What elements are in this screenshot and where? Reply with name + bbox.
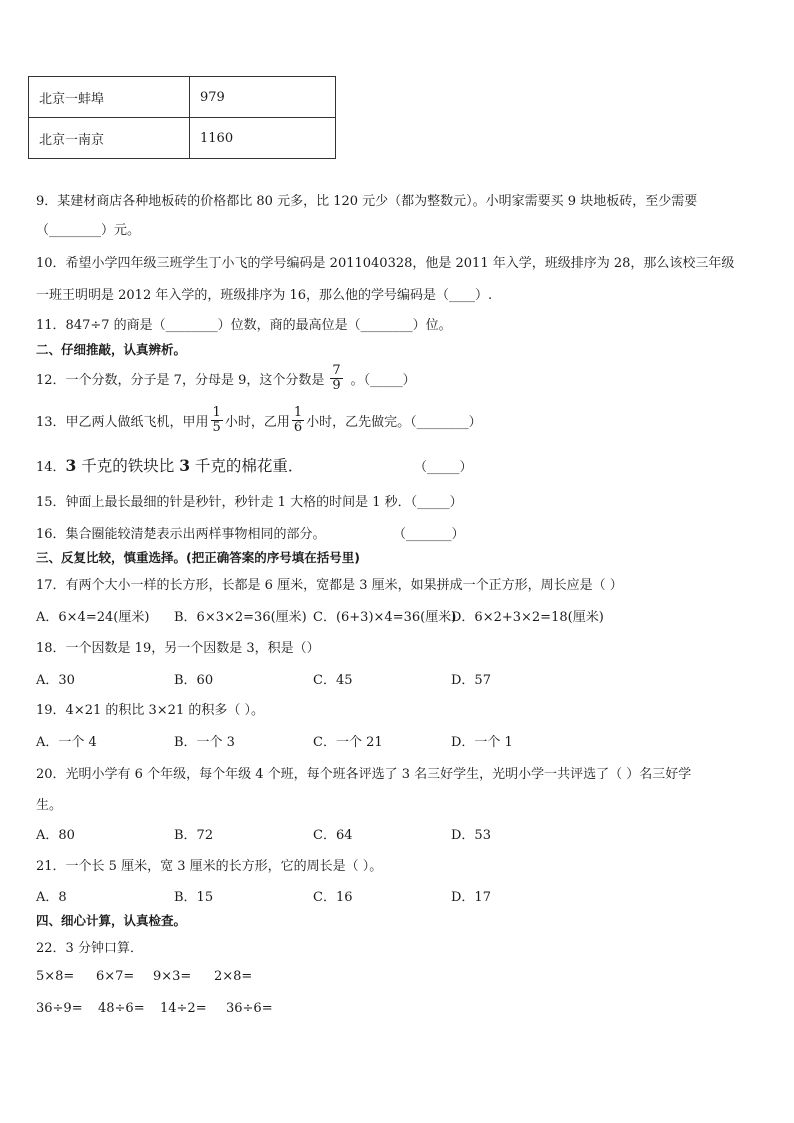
option-b[interactable]: B．一个 3 [174, 735, 235, 750]
question-19-options [36, 731, 756, 749]
question-19: 19．4×21 的积比 3×21 的积多（ ）。 [36, 703, 264, 718]
distance-cell: 1160 [190, 118, 336, 159]
option-c[interactable]: C．(6+3)×4=36(厘米) [313, 610, 457, 625]
question-18-options [36, 669, 756, 687]
question-17-options [36, 606, 756, 624]
table-row [29, 77, 336, 118]
section-2-heading: 二、仔细推敲，认真辨析。 [36, 342, 187, 357]
mental-math-item: 36÷6= [226, 1001, 273, 1016]
question-20-line1: 20．光明小学有 6 个年级，每个年级 4 个班，每个班各评选了 3 名三好学生，光明小学一共评选了（ ）名三好学 [36, 767, 692, 782]
question-21: 21．一个长 5 厘米，宽 3 厘米的长方形，它的周长是（ ）。 [36, 859, 383, 874]
question-11: 11．847÷7 的商是（________）位数，商的最高位是（________）位。 [36, 318, 452, 333]
section-4-heading: 四、细心计算，认真检查。 [36, 913, 187, 928]
option-d[interactable]: D．57 [451, 673, 491, 688]
question-21-options [36, 886, 756, 904]
fraction-denominator: 9 [332, 377, 341, 393]
fraction-numerator: 1 [212, 404, 221, 420]
question-14-number: 14． [36, 460, 66, 475]
quantity-3-iron: 3 [65, 456, 77, 475]
distance-table [28, 76, 336, 159]
fraction-denominator: 6 [293, 419, 303, 435]
question-13-part2: 小时，乙用 [224, 414, 290, 430]
option-b[interactable]: B．60 [174, 673, 214, 688]
option-d[interactable]: D．一个 1 [451, 735, 513, 750]
option-d[interactable]: D．53 [451, 828, 491, 843]
mental-math-item: 2×8= [214, 969, 253, 984]
fraction-numerator: 1 [293, 404, 303, 420]
question-22: 22．3 分钟口算． [36, 941, 143, 956]
question-18: 18．一个因数是 19，另一个因数是 3，积是（） [36, 641, 320, 656]
fraction-7-9 [330, 364, 342, 393]
question-14-text2: 千克的棉花重． [190, 457, 304, 475]
mental-math-row-1 [36, 969, 436, 987]
option-b[interactable]: B．15 [174, 890, 214, 905]
option-a[interactable]: A．一个 4 [36, 735, 97, 750]
mental-math-item: 5×8= [36, 969, 75, 984]
fraction-numerator: 7 [332, 362, 341, 378]
question-10-line1: 10．希望小学四年级三班学生丁小飞的学号编码是 2011040328，他是 2011 年入学，班级排序为 28，那么该校三年级 [36, 256, 735, 271]
fraction-1-6 [292, 406, 304, 435]
option-c[interactable]: C．16 [313, 890, 353, 905]
question-9-line1: 9．某建材商店各种地板砖的价格都比 80 元多，比 120 元少（都为整数元）。小明家需要买 9 块地板砖，至少需要 [36, 194, 698, 209]
mental-math-item: 9×3= [153, 969, 192, 984]
option-b[interactable]: B．72 [174, 828, 214, 843]
option-a[interactable]: A．30 [36, 673, 75, 688]
question-14-blank: （_____） [414, 460, 473, 475]
mental-math-item: 36÷9= [36, 1001, 83, 1016]
question-20-options [36, 824, 756, 842]
option-d[interactable]: D．6×2+3×2=18(厘米) [451, 610, 604, 625]
question-20-line2: 生。 [36, 798, 63, 813]
question-9-line2: （________）元。 [36, 223, 141, 238]
question-13 [36, 400, 482, 440]
table-row [29, 118, 336, 159]
option-c[interactable]: C．45 [313, 673, 353, 688]
option-d[interactable]: D．17 [451, 890, 491, 905]
question-14-text1: 千克的铁块比 [76, 457, 180, 475]
route-cell: 北京一南京 [29, 118, 190, 159]
option-c[interactable]: C．64 [313, 828, 353, 843]
fraction-denominator: 5 [212, 419, 221, 435]
question-16-blank: （_______） [393, 527, 465, 542]
option-a[interactable]: A．6×4=24(厘米) [36, 610, 150, 625]
option-b[interactable]: B．6×3×2=36(厘米) [174, 610, 307, 625]
route-cell: 北京一蚌埠 [29, 77, 190, 118]
question-12-text: 12．一个分数，分子是 7，分母是 9，这个分数是 [36, 372, 325, 388]
question-13-part1: 13．甲乙两人做纸飞机，甲用 [36, 414, 209, 430]
option-c[interactable]: C．一个 21 [313, 735, 383, 750]
mental-math-item: 6×7= [96, 969, 135, 984]
quantity-3-cotton: 3 [179, 456, 190, 475]
fraction-1-5 [211, 406, 223, 435]
question-12-blank: 。（_____） [350, 372, 416, 388]
question-13-part3: 小时，乙先做完。（________） [306, 414, 482, 430]
section-3-heading: 三、反复比较，慎重选择。(把正确答案的序号填在括号里) [36, 550, 360, 565]
question-10-line2: 一班王明明是 2012 年入学的，班级排序为 16，那么他的学号编码是（____）. [36, 288, 493, 303]
question-14 [36, 454, 303, 476]
mental-math-item: 48÷6= [98, 1001, 145, 1016]
question-15: 15．钟面上最长最细的针是秒针，秒针走 1 大格的时间是 1 秒．（_____） [36, 495, 463, 510]
question-16: 16．集合圈能较清楚表示出两样事物相同的部分。 [36, 527, 326, 542]
question-17: 17．有两个大小一样的长方形，长都是 6 厘米，宽都是 3 厘米，如果拼成一个正方形，周长应是（ ） [36, 578, 623, 593]
mental-math-row-2 [36, 1001, 436, 1019]
option-a[interactable]: A．8 [36, 890, 67, 905]
option-a[interactable]: A．80 [36, 828, 75, 843]
distance-cell: 979 [190, 77, 336, 118]
mental-math-item: 14÷2= [160, 1001, 207, 1016]
question-12 [36, 358, 416, 398]
